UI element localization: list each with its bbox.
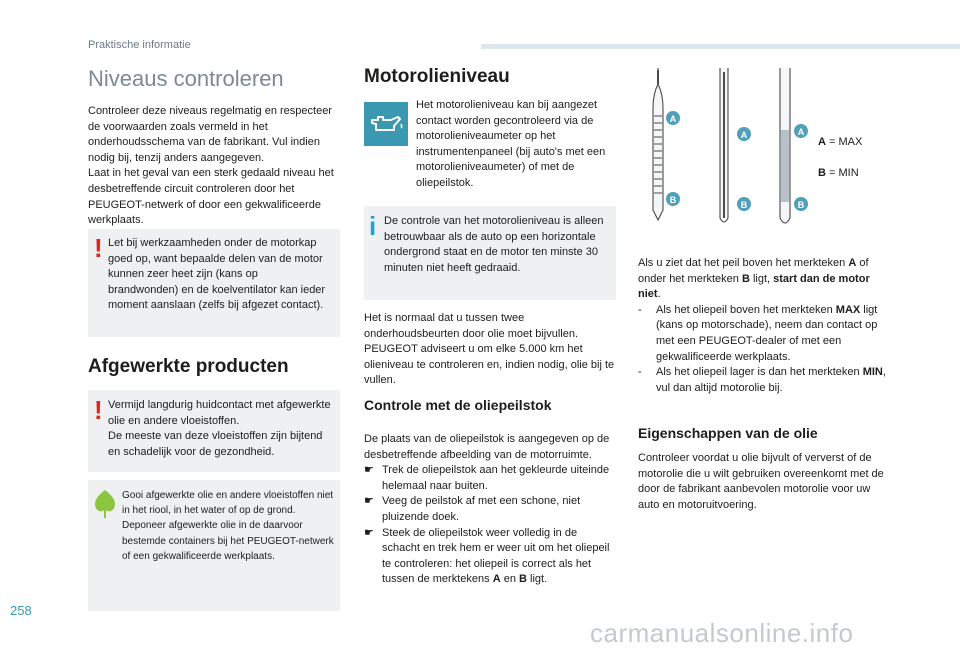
dipstick-heading: Controle met de oliepeilstok (364, 397, 552, 413)
watermark: carmanualsonline.info (590, 618, 854, 648)
svg-text:B: B (740, 200, 748, 210)
list-item (638, 303, 888, 365)
dipstick-banded (780, 68, 790, 223)
step-text: Steek de oliepeilstok weer volledig in de schacht en trek hem er weer uit om het oliepeil te controleren: het oliepeil is correct als het tussen de merktekens A en B ligt. (382, 526, 610, 586)
dipstick-intro: De plaats van de oliepeilstok is aangegeven op de desbetreffende afbeelding van de motorruimte. (364, 433, 610, 461)
environment-p1: Gooi afgewerkte olie en andere vloeistoffen niet in het riool, in het water of op de grond. (122, 490, 334, 517)
svg-text:A: A (797, 127, 805, 137)
oil-properties-heading: Eigenschappen van de olie (638, 425, 818, 441)
intro-text (88, 104, 343, 229)
page-title: Niveaus controleren (88, 66, 284, 91)
section-label: Praktische informatie (88, 39, 191, 51)
skin-warning-p1: Vermijd langdurig huidcontact met afgewerkte olie en andere vloeistoffen. (108, 399, 331, 427)
products-heading: Afgewerkte producten (88, 356, 289, 377)
dipstick-simple (720, 68, 728, 222)
refill-advice: Het is normaal dat u tussen twee onderhoudsbeurten door olie moet bijvullen. PEUGEOT adviseert u om elke 5.000 km het olieniveau te controleren en, indien nodig, olie bij te vullen. (364, 312, 615, 387)
legend-max: A = MAX (818, 136, 863, 148)
page-number: 258 (10, 603, 32, 618)
environment-p2: Deponeer afgewerkte olie in de daarvoor bestemde containers bij het PEUGEOT-netwerk of een gekwalificeerde werkplaats. (122, 520, 334, 562)
warning-box-hot-engine (88, 229, 340, 337)
intro-paragraph-1: Controleer deze niveaus regelmatig en respecteer de voorwaarden zoals vermeld in het onderhoudsschema van de fabrikant. Vul indien nodig bij, tenzij anders aangegeven. (88, 105, 332, 164)
marker-b-1 (666, 192, 680, 206)
warning-text: Let bij werkzaamheden onder de motorkap goed op, want bepaalde delen van de motor kunnen zeer heet zijn (kans op brandwonden) en de koelventilator kan ieder moment aanslaan (zelfs bij afgezet contact). (108, 237, 326, 312)
level-above-max: Als het oliepeil boven het merkteken MAX ligt (kans op motorschade), neem dan contact op met een PEUGEOT-dealer of met een gekwalificeerde werkplaats. (656, 303, 878, 363)
svg-text:B: B (669, 195, 677, 205)
step-text: Veeg de peilstok af met een schone, niet pluizende doek. (382, 495, 581, 523)
list-item (364, 463, 616, 494)
list-item (364, 494, 616, 525)
info-icon: i (369, 211, 377, 241)
skin-warning-text (108, 398, 333, 460)
motoroil-heading: Motorolieniveau (364, 66, 510, 87)
dipstick-illustration (636, 68, 816, 242)
environment-box (88, 480, 340, 611)
list-item (364, 526, 616, 588)
list-item (638, 365, 888, 396)
info-box (364, 206, 616, 300)
skin-warning-p2: De meeste van deze vloeistoffen zijn bijtend en schadelijk voor de gezondheid. (108, 430, 323, 458)
dash-marker: - (638, 366, 642, 379)
marker-a-3 (794, 124, 808, 138)
motoroil-intro: Het motorolieniveau kan bij aangezet contact worden gecontroleerd via de motorolieniveaumeter op het instrumentenpaneel (bij auto's met een motorolieniveaumeter) of met de oliepeilstok. (416, 99, 606, 189)
svg-text:B: B (797, 200, 805, 210)
dipstick-instructions (364, 432, 616, 588)
intro-paragraph-2: Laat in het geval van een sterk gedaald niveau het desbetreffende circuit controleren door het PEUGEOT-netwerk of door een gekwalificeerde werkplaats. (88, 167, 334, 227)
marker-a-1 (666, 111, 680, 125)
marker-b-3 (794, 197, 808, 211)
warning-icon: ! (94, 233, 103, 263)
svg-text:A: A (740, 130, 748, 140)
bullet-icon: ☛ (364, 464, 374, 477)
leaf-icon (93, 490, 117, 518)
header-bar (481, 44, 960, 49)
environment-text (122, 488, 336, 564)
bullet-icon: ☛ (364, 495, 374, 508)
svg-text:A: A (669, 114, 677, 124)
legend-min: B = MIN (818, 167, 859, 179)
oil-can-icon (364, 102, 408, 146)
dipstick-detailed (653, 68, 663, 220)
info-text: De controle van het motorolieniveau is alleen betrouwbaar als de auto op een horizontale ondergrond staat en de motor ten minste 30 minuten niet heeft gedraaid. (384, 215, 604, 274)
warning-icon: ! (94, 395, 103, 425)
level-explanation (638, 256, 888, 396)
marker-a-2 (737, 127, 751, 141)
level-below-min: Als het oliepeil lager is dan het merkteken MIN, vul dan altijd motorolie bij. (656, 366, 886, 394)
step-text: Trek de oliepeilstok aan het gekleurde uiteinde helemaal naar buiten. (382, 464, 610, 492)
oil-properties-text: Controleer voordat u olie bijvult of ververst of de motorolie die u wilt gebruiken overeenkomt met de door de fabrikant aanbevolen motorolie voor uw auto en motoruitvoering. (638, 452, 884, 511)
level-paragraph: Als u ziet dat het peil boven het merkteken A of onder het merkteken B ligt, start dan de motor niet. (638, 257, 870, 301)
marker-b-2 (737, 197, 751, 211)
bullet-icon: ☛ (364, 526, 374, 539)
warning-box-skin-contact (88, 390, 340, 472)
dash-marker: - (638, 303, 642, 316)
